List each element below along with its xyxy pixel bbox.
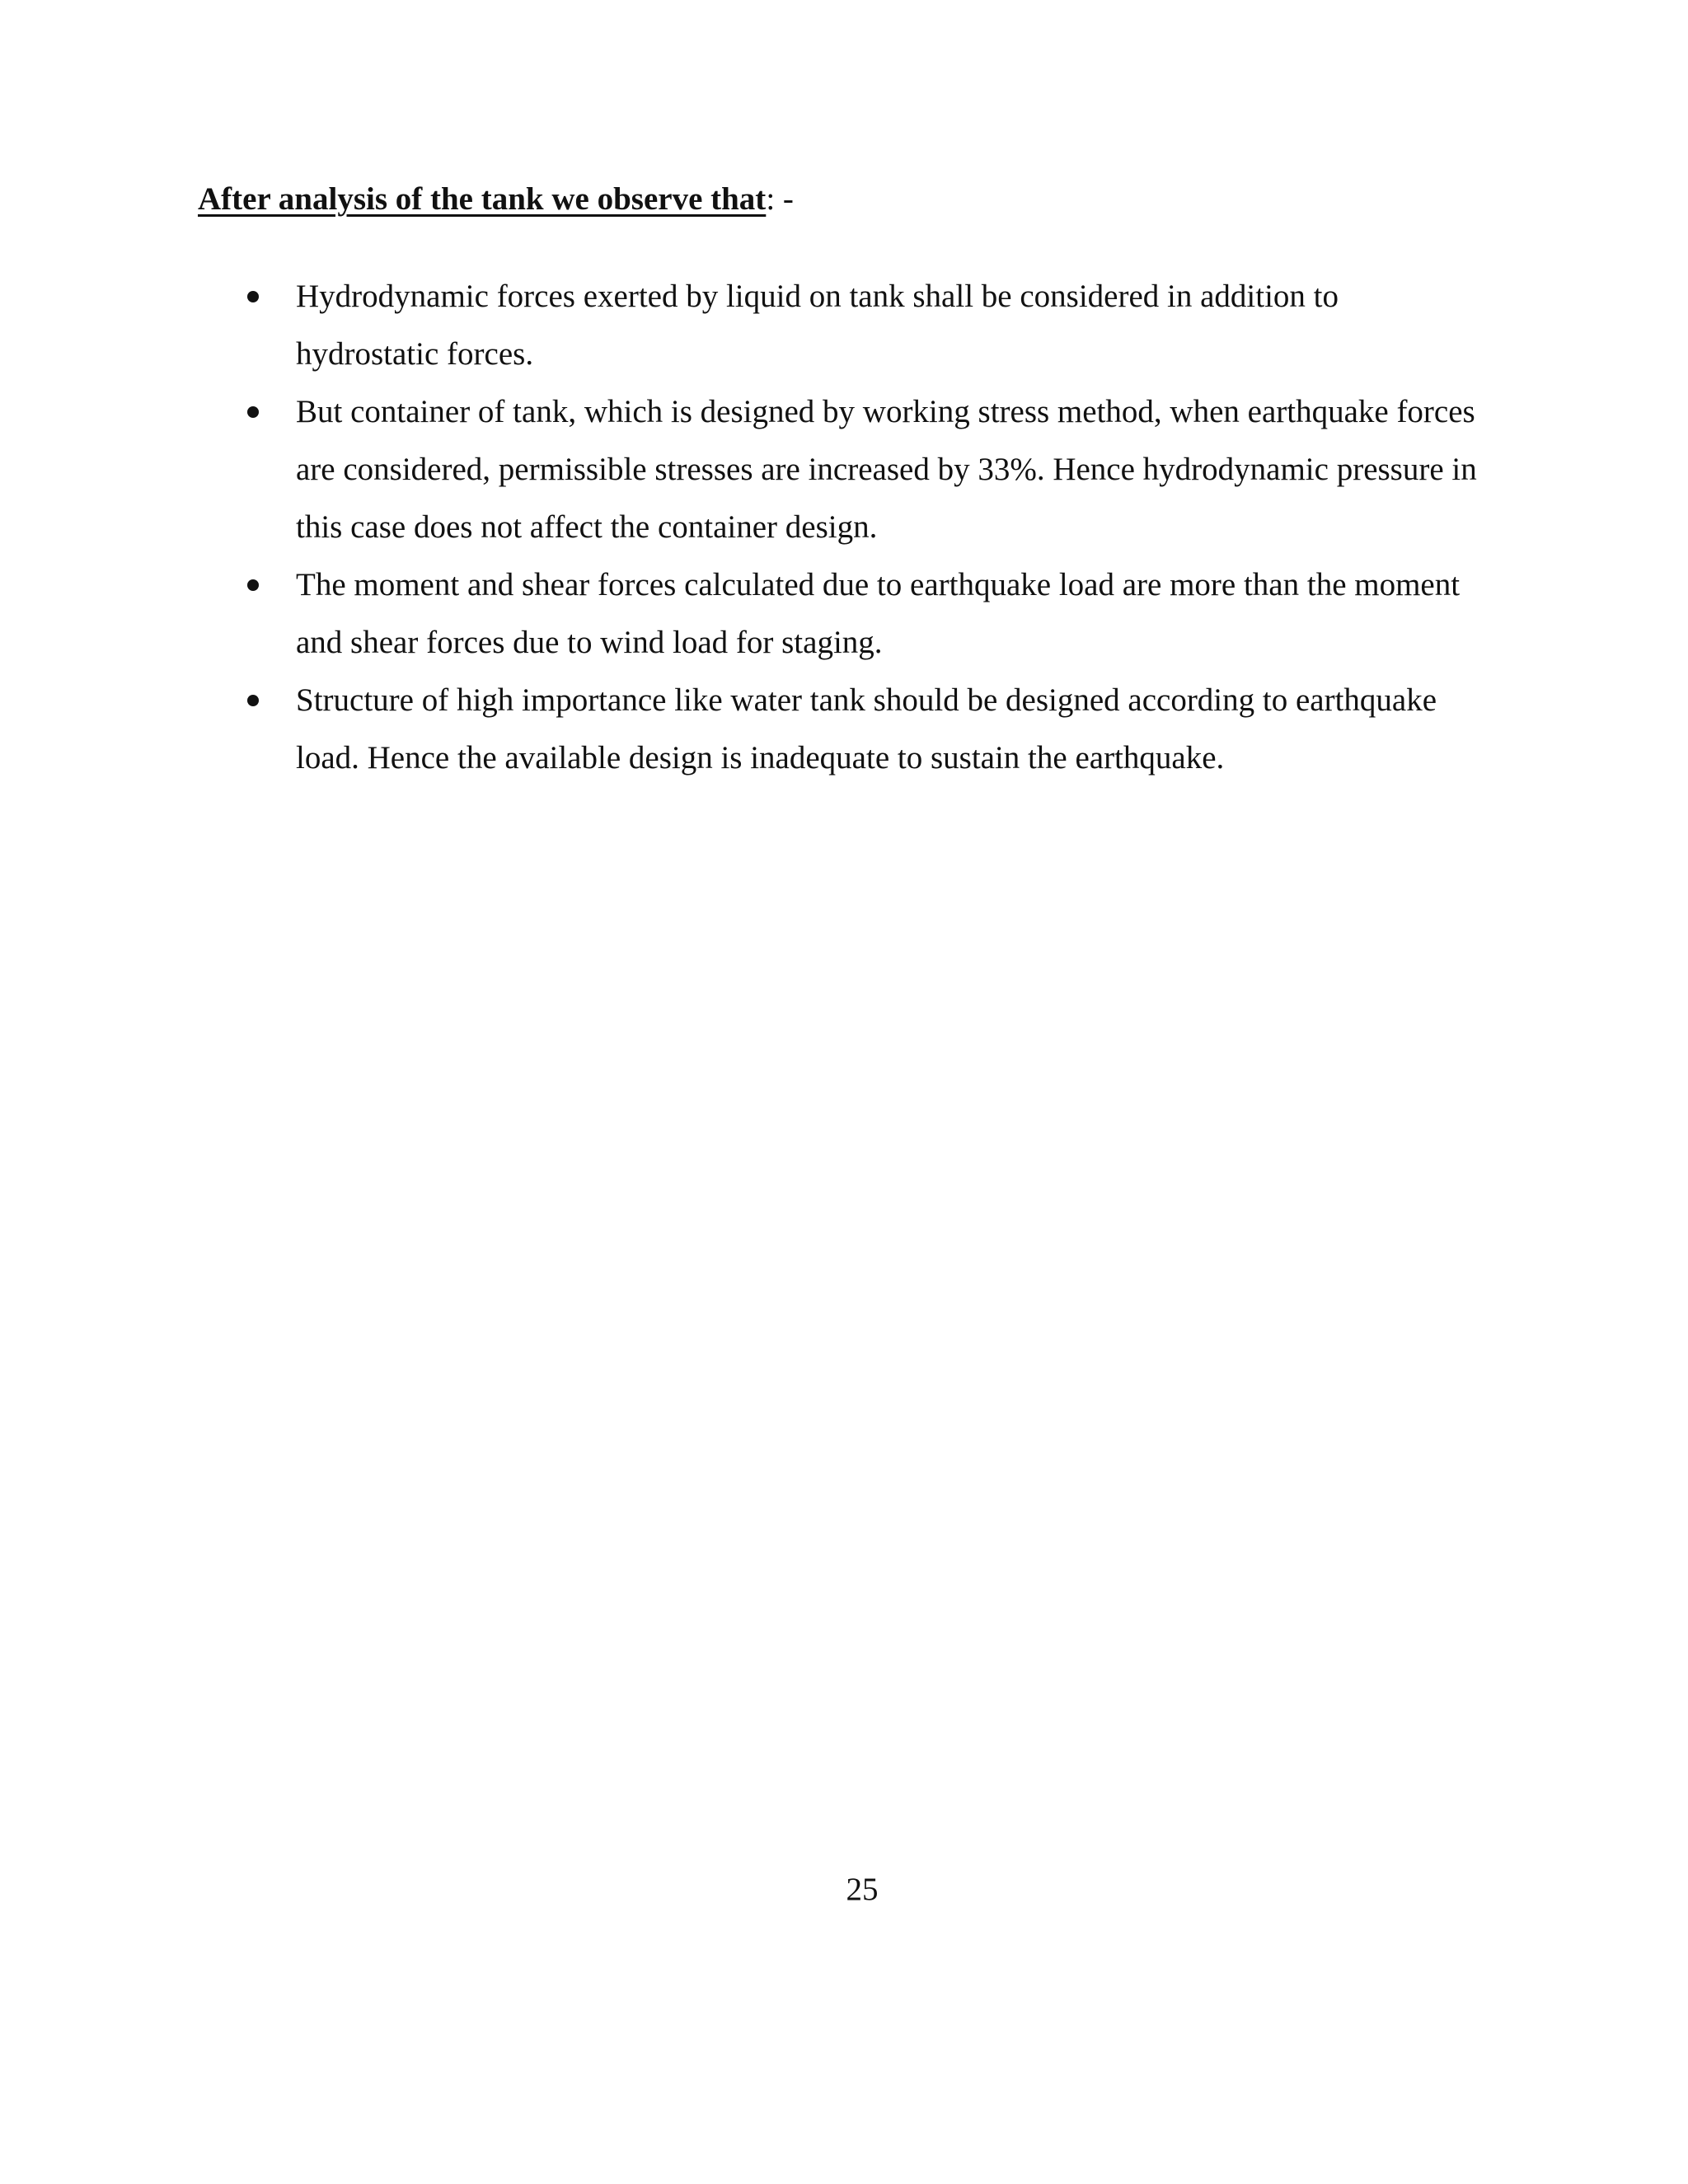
bullet-icon (247, 672, 264, 729)
finding-text: The moment and shear forces calculated due to earthquake load are more than the moment and shear forces due to wind load for staging. (296, 567, 1461, 660)
section-heading-text: After analysis of the tank we observe that (198, 181, 767, 217)
finding-item (198, 383, 1484, 556)
bullet-icon (247, 556, 264, 614)
finding-item (198, 556, 1484, 672)
section-heading (198, 175, 794, 224)
finding-text: But container of tank, which is designed by working stress method, when earthquake forces are considered, permissible stresses are increased by 33%. Hence hydrodynamic pressure in this case does not affect the container design. (296, 394, 1477, 545)
findings-list (198, 268, 1484, 787)
page-number: 25 (846, 1872, 879, 1907)
bullet-icon (247, 268, 264, 326)
finding-text: Hydrodynamic forces exerted by liquid on tank shall be considered in addition to hydrostatic forces. (296, 279, 1339, 372)
section-heading-suffix: : - (766, 181, 794, 217)
finding-item (198, 672, 1484, 787)
finding-text: Structure of high importance like water tank should be designed according to earthquake load. Hence the available design is inadequate to sustain the earthquake. (296, 682, 1437, 776)
bullet-icon (247, 383, 264, 441)
finding-item (198, 268, 1484, 383)
